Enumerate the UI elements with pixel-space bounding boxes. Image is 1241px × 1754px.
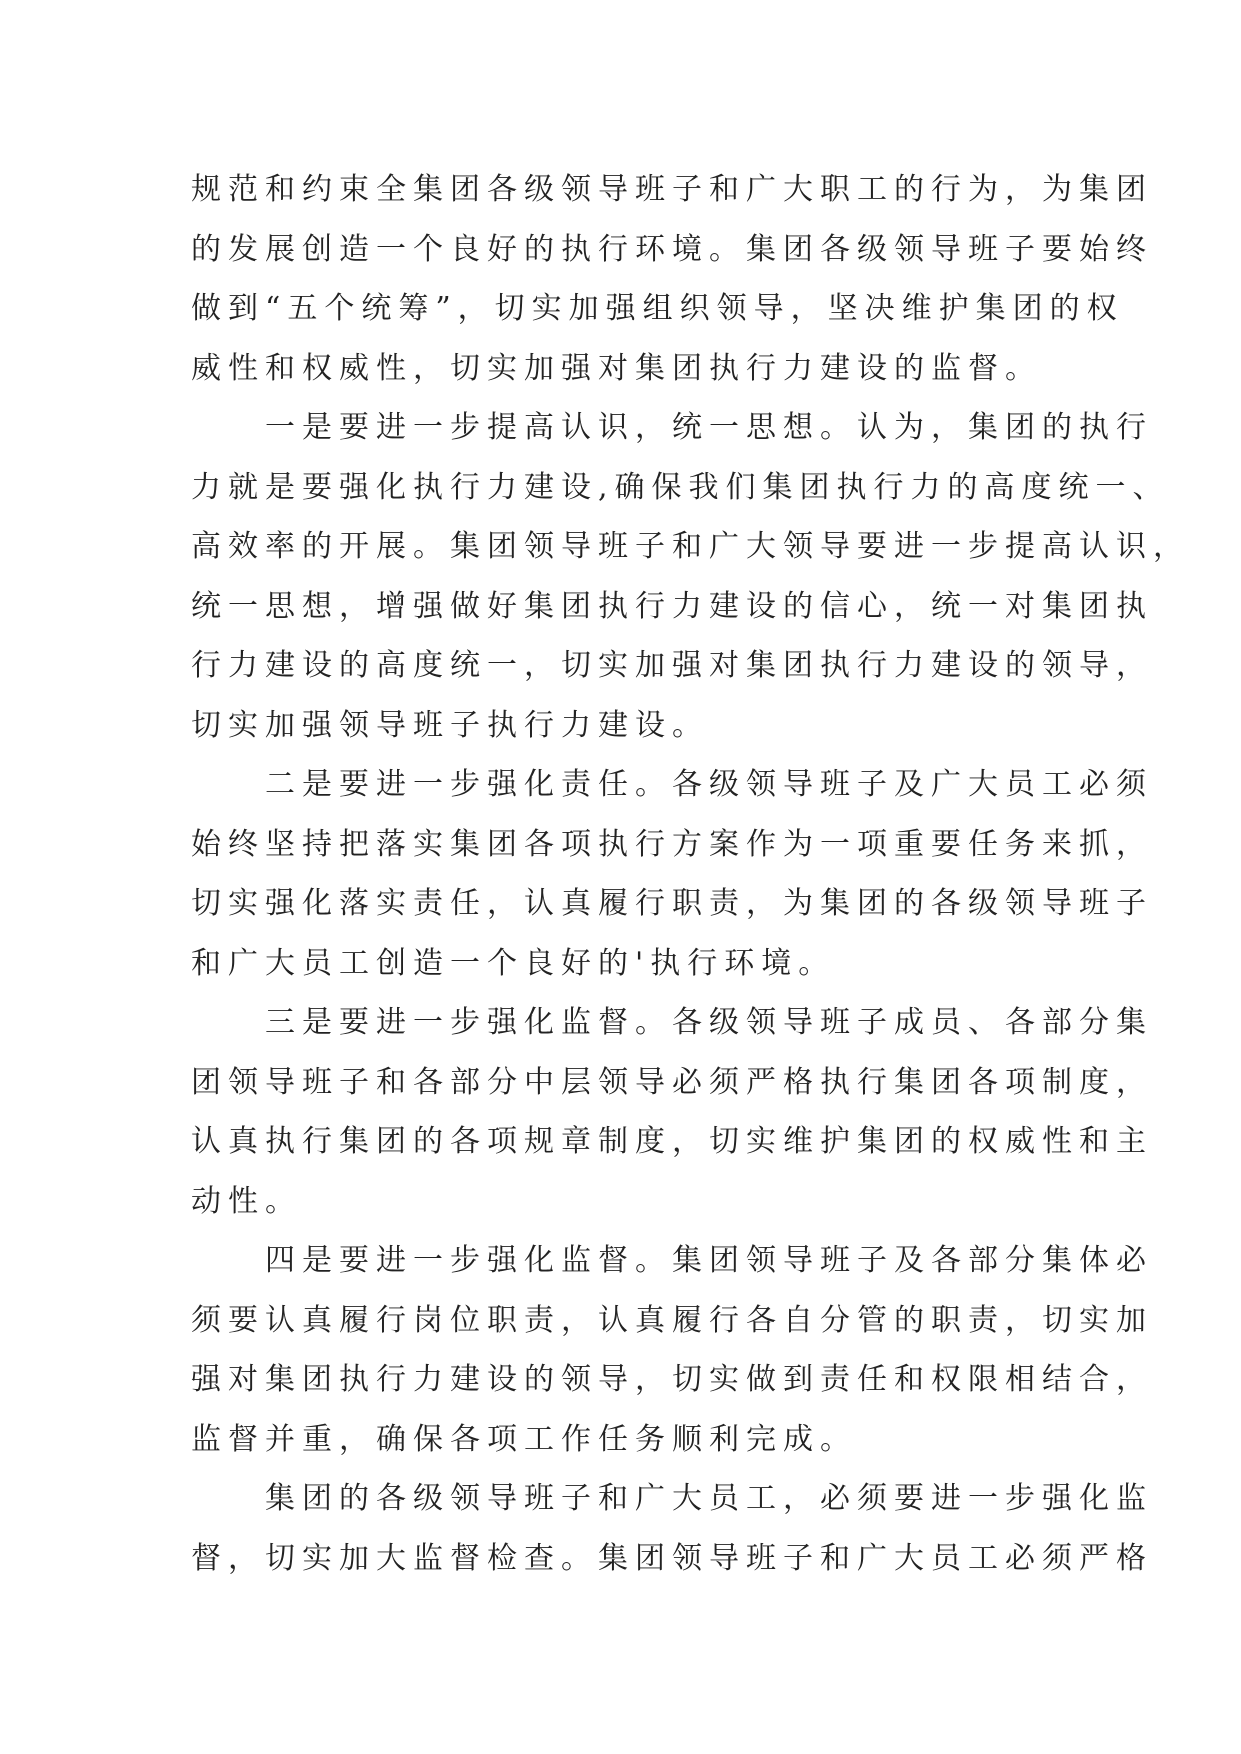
text-line: 始终坚持把落实集团各项执行方案作为一项重要任务来抓，	[191, 826, 1153, 862]
text-line: 的发展创造一个良好的执行环境。集团各级领导班子要始终	[191, 231, 1153, 267]
paragraph-5	[191, 1231, 1153, 1469]
text-line: 四是要进一步强化监督。集团领导班子及各部分集体必	[265, 1243, 1153, 1278]
text-line: 强对集团执行力建设的领导，切实做到责任和权限相结合，	[191, 1362, 1153, 1397]
text-line: 做到“五个统筹”，切实加强组织领导，坚决维护集团的权	[191, 291, 1124, 326]
paragraph-3	[191, 755, 1153, 993]
text-line: 威性和权威性，切实加强对集团执行力建设的监督。	[191, 350, 1042, 386]
text-line: 集团的各级领导班子和广大员工，必须要进一步强化监	[265, 1481, 1153, 1516]
text-line: 切实强化落实责任，认真履行职责，为集团的各级领导班子	[191, 886, 1153, 921]
text-line: 一是要进一步提高认识，统一思想。认为，集团的执行	[265, 410, 1153, 445]
paragraph-4	[191, 993, 1153, 1231]
document-body	[191, 160, 1190, 1588]
text-line: 认真执行集团的各项规章制度，切实维护集团的权威性和主	[191, 1124, 1153, 1159]
text-line: 须要认真履行岗位职责，认真履行各自分管的职责，切实加	[191, 1302, 1153, 1338]
text-line: 动性。	[191, 1183, 302, 1219]
text-line: 监督并重，确保各项工作任务顺利完成。	[191, 1421, 857, 1457]
text-line: 切实加强领导班子执行力建设。	[191, 707, 709, 743]
text-line: 三是要进一步强化监督。各级领导班子成员、各部分集	[265, 1005, 1153, 1040]
text-line: 行力建设的高度统一，切实加强对集团执行力建设的领导，	[191, 648, 1153, 683]
text-line: 规范和约束全集团各级领导班子和广大职工的行为，为集团	[191, 172, 1153, 207]
paragraph-1	[191, 160, 1153, 398]
text-line: 高效率的开展。集团领导班子和广大领导要进一步提高认识，	[191, 529, 1190, 564]
paragraph-6	[191, 1469, 1153, 1588]
text-line: 督，切实加大监督检查。集团领导班子和广大员工必须严格	[191, 1540, 1153, 1576]
text-line: 和广大员工创造一个良好的'执行环境。	[191, 945, 836, 981]
text-line: 团领导班子和各部分中层领导必须严格执行集团各项制度，	[191, 1064, 1153, 1100]
text-line: 力就是要强化执行力建设,确保我们集团执行力的高度统一、	[191, 469, 1170, 505]
text-line: 二是要进一步强化责任。各级领导班子及广大员工必须	[265, 767, 1153, 802]
text-line: 统一思想，增强做好集团执行力建设的信心，统一对集团执	[191, 588, 1153, 624]
paragraph-2	[191, 398, 1190, 755]
